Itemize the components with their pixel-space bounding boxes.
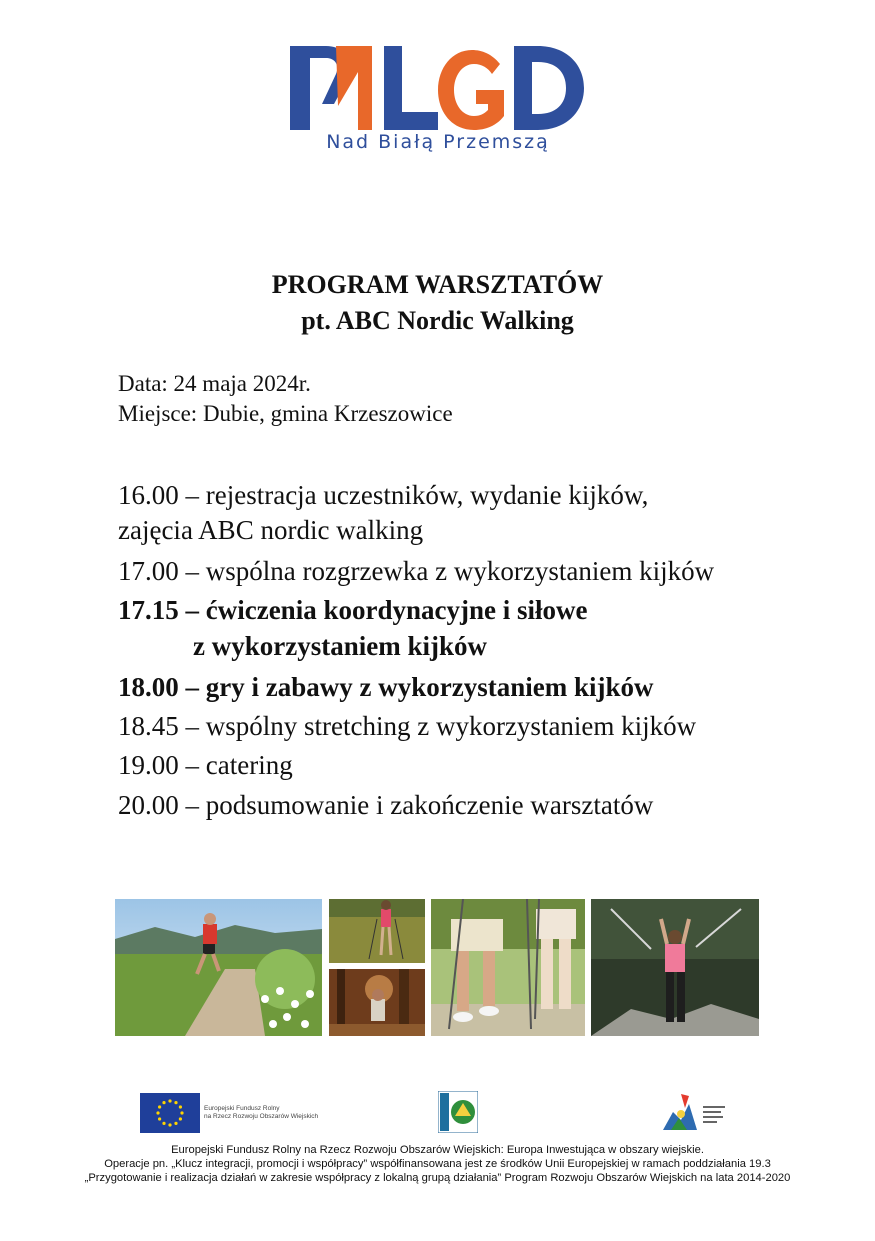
nordic-walking-summit-photo xyxy=(591,899,759,1036)
eu-fund-label-line1: Europejski Fundusz Rolny xyxy=(204,1105,280,1112)
eu-flag-icon xyxy=(140,1093,200,1133)
schedule-item-6: 19.00 – catering xyxy=(118,750,293,780)
schedule-item-1-cont: zajęcia ABC nordic walking xyxy=(118,515,424,545)
footer-line-1: Europejski Fundusz Rolny na Rzecz Rozwoju Obszarów Wiejskich: Europa Inwestująca w obszary wiejskie. xyxy=(171,1144,704,1156)
schedule-item-3-cont: z wykorzystaniem kijków xyxy=(193,631,487,661)
nordic-walking-field-photo xyxy=(329,899,425,963)
eu-fund-label-line2: na Rzecz Rozwoju Obszarów Wiejskich xyxy=(204,1113,319,1120)
leader-logo-icon xyxy=(438,1091,478,1133)
eu-fund-label xyxy=(204,1105,318,1121)
schedule-item-4: 18.00 – gry i zabawy z wykorzystaniem kijków xyxy=(118,672,654,702)
nordic-walking-meadow-photo xyxy=(115,899,322,1036)
page-title: PROGRAM WARSZTATÓW xyxy=(271,270,604,299)
page-subtitle: pt. ABC Nordic Walking xyxy=(301,306,574,335)
schedule-item-2: 17.00 – wspólna rozgrzewka z wykorzystaniem kijków xyxy=(118,556,715,586)
logo-subtitle: Nad Białą Przemszą xyxy=(326,131,550,153)
footer-line-3: „Przygotowanie i realizacja działań w zakresie współpracy z lokalną grupą działania” Program Rozwoju Obszarów Wiejskich na lata 2014-2020 xyxy=(84,1172,791,1184)
nordic-walking-legs-photo xyxy=(431,899,585,1036)
footer-line-2: Operacje pn. „Klucz integracji, promocji i współpracy” współfinansowana jest ze środków Unii Europejskiej w ramach poddziałania 19.3 xyxy=(104,1158,771,1170)
schedule-item-1: 16.00 – rejestracja uczestników, wydanie kijków, xyxy=(118,480,649,510)
schedule-item-7: 20.00 – podsumowanie i zakończenie warsztatów xyxy=(118,790,654,820)
prow-logo-icon xyxy=(659,1090,731,1134)
event-place: Miejsce: Dubie, gmina Krzeszowice xyxy=(118,401,453,426)
event-date: Data: 24 maja 2024r. xyxy=(118,371,311,396)
schedule-item-5: 18.45 – wspólny stretching z wykorzystaniem kijków xyxy=(118,711,697,741)
nordic-walking-forest-photo xyxy=(329,969,425,1036)
schedule-item-3: 17.15 – ćwiczenia koordynacyjne i siłowe xyxy=(118,595,588,625)
